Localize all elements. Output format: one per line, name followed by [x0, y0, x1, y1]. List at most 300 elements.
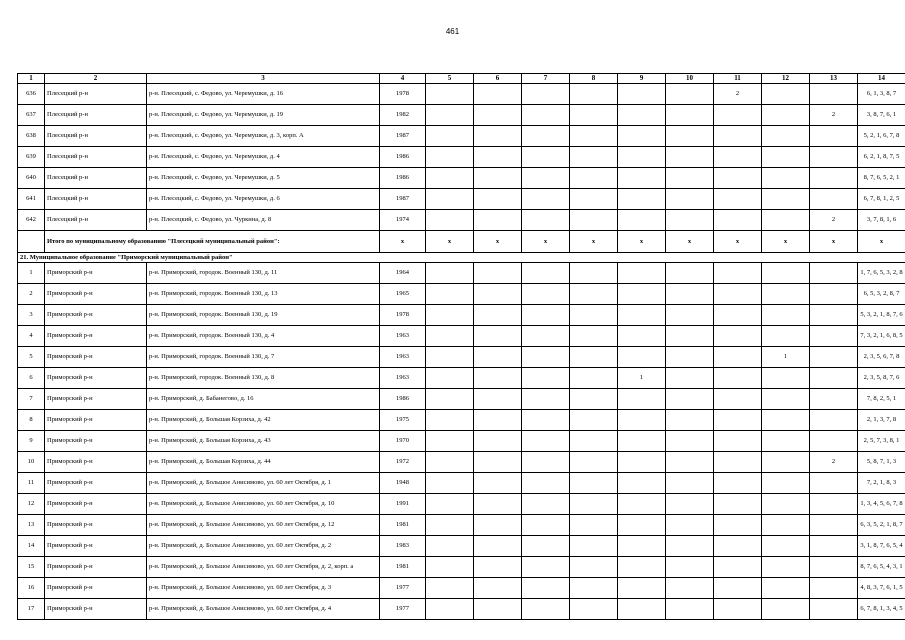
- value-cell: [570, 168, 618, 189]
- value-cell: [522, 410, 570, 431]
- code-cell: 3, 1, 8, 7, 6, 5, 4: [858, 536, 905, 557]
- district-cell: Плесецкий р-н: [45, 147, 147, 168]
- value-cell: [474, 326, 522, 347]
- value-cell: [426, 515, 474, 536]
- address-cell: р-н. Приморский, д. Большое Анисимово, ул. 60 лет Октября, д. 3: [147, 578, 380, 599]
- value-cell: [474, 347, 522, 368]
- table-row: [18, 431, 905, 452]
- table-row: [18, 84, 905, 105]
- row-number: 16: [18, 578, 45, 599]
- value-cell: [570, 578, 618, 599]
- address-cell: р-н. Приморский, городок. Военный 130, д. 4: [147, 326, 380, 347]
- x-cell: x: [618, 231, 666, 253]
- district-cell: Приморский р-н: [45, 452, 147, 473]
- value-cell: [474, 557, 522, 578]
- value-cell: [810, 410, 858, 431]
- value-cell: [618, 536, 666, 557]
- value-cell: [666, 431, 714, 452]
- value-cell: [474, 515, 522, 536]
- value-cell: [762, 368, 810, 389]
- code-cell: 4, 8, 3, 7, 6, 1, 5: [858, 578, 905, 599]
- x-cell: x: [570, 231, 618, 253]
- value-cell: [426, 452, 474, 473]
- row-number: 637: [18, 105, 45, 126]
- address-cell: р-н. Приморский, городок. Военный 130, д. 19: [147, 305, 380, 326]
- value-cell: [762, 210, 810, 231]
- year-cell: 1986: [380, 389, 426, 410]
- value-cell: 1: [618, 368, 666, 389]
- year-cell: 1982: [380, 105, 426, 126]
- address-cell: р-н. Приморский, д. Большая Корзиха, д. 44: [147, 452, 380, 473]
- value-cell: [618, 494, 666, 515]
- value-cell: [714, 557, 762, 578]
- value-cell: [666, 452, 714, 473]
- year-cell: 1987: [380, 189, 426, 210]
- value-cell: [762, 84, 810, 105]
- table-row: [18, 147, 905, 168]
- value-cell: [666, 389, 714, 410]
- value-cell: [714, 410, 762, 431]
- value-cell: [762, 263, 810, 284]
- year-cell: 1977: [380, 599, 426, 620]
- code-cell: 2, 3, 5, 8, 7, 6: [858, 368, 905, 389]
- value-cell: [426, 536, 474, 557]
- code-cell: 2, 5, 7, 3, 8, 1: [858, 431, 905, 452]
- value-cell: [474, 599, 522, 620]
- year-cell: 1977: [380, 578, 426, 599]
- value-cell: [762, 473, 810, 494]
- row-number: 12: [18, 494, 45, 515]
- table-row: [18, 168, 905, 189]
- value-cell: [810, 168, 858, 189]
- x-cell: x: [762, 231, 810, 253]
- district-cell: Приморский р-н: [45, 263, 147, 284]
- value-cell: [426, 284, 474, 305]
- value-cell: [426, 494, 474, 515]
- address-cell: р-н. Приморский, городок. Военный 130, д. 8: [147, 368, 380, 389]
- x-cell: x: [858, 231, 905, 253]
- value-cell: [810, 147, 858, 168]
- year-cell: 1978: [380, 305, 426, 326]
- column-header: 5: [426, 74, 474, 84]
- value-cell: [810, 599, 858, 620]
- district-cell: Плесецкий р-н: [45, 105, 147, 126]
- value-cell: 1: [762, 347, 810, 368]
- x-cell: x: [714, 231, 762, 253]
- value-cell: [714, 578, 762, 599]
- value-cell: [522, 557, 570, 578]
- value-cell: [570, 557, 618, 578]
- value-cell: [666, 210, 714, 231]
- code-cell: 6, 7, 8, 1, 3, 4, 5: [858, 599, 905, 620]
- address-cell: р-н. Приморский, д. Большое Анисимово, ул. 60 лет Октября, д. 2: [147, 536, 380, 557]
- value-cell: [570, 368, 618, 389]
- district-cell: Приморский р-н: [45, 578, 147, 599]
- value-cell: [618, 210, 666, 231]
- value-cell: [426, 347, 474, 368]
- x-cell: x: [426, 231, 474, 253]
- address-cell: р-н. Плесецкий, с. Федово, ул. Черемушки, д. 16: [147, 84, 380, 105]
- value-cell: [810, 347, 858, 368]
- row-number: 1: [18, 263, 45, 284]
- value-cell: [426, 147, 474, 168]
- value-cell: [522, 147, 570, 168]
- value-cell: [762, 105, 810, 126]
- district-cell: Плесецкий р-н: [45, 189, 147, 210]
- value-cell: [666, 84, 714, 105]
- row-number: 638: [18, 126, 45, 147]
- table-row: [18, 284, 905, 305]
- value-cell: [810, 263, 858, 284]
- district-cell: Приморский р-н: [45, 347, 147, 368]
- value-cell: [426, 263, 474, 284]
- table-row: [18, 599, 905, 620]
- value-cell: [666, 305, 714, 326]
- year-cell: 1965: [380, 284, 426, 305]
- section-row: [18, 253, 905, 263]
- value-cell: [522, 473, 570, 494]
- value-cell: [714, 347, 762, 368]
- value-cell: [474, 168, 522, 189]
- value-cell: [714, 494, 762, 515]
- value-cell: [666, 284, 714, 305]
- table-row: [18, 105, 905, 126]
- code-cell: 6, 7, 8, 1, 2, 5: [858, 189, 905, 210]
- value-cell: [570, 347, 618, 368]
- year-cell: 1974: [380, 210, 426, 231]
- value-cell: [570, 305, 618, 326]
- district-cell: Приморский р-н: [45, 431, 147, 452]
- value-cell: [570, 126, 618, 147]
- value-cell: [762, 599, 810, 620]
- empty-cell: [18, 231, 45, 253]
- address-cell: р-н. Приморский, д. Большая Корзиха, д. 42: [147, 410, 380, 431]
- value-cell: [618, 168, 666, 189]
- code-cell: 6, 2, 1, 8, 7, 5: [858, 147, 905, 168]
- value-cell: [570, 452, 618, 473]
- code-cell: 3, 7, 8, 1, 6: [858, 210, 905, 231]
- district-cell: Плесецкий р-н: [45, 210, 147, 231]
- value-cell: [570, 105, 618, 126]
- value-cell: [522, 210, 570, 231]
- code-cell: 8, 7, 6, 5, 4, 3, 1: [858, 557, 905, 578]
- value-cell: [714, 515, 762, 536]
- value-cell: [666, 126, 714, 147]
- x-cell: x: [810, 231, 858, 253]
- value-cell: [522, 452, 570, 473]
- value-cell: [426, 578, 474, 599]
- district-cell: Приморский р-н: [45, 515, 147, 536]
- page-number: 461: [445, 27, 460, 36]
- year-cell: 1987: [380, 126, 426, 147]
- district-cell: Плесецкий р-н: [45, 168, 147, 189]
- value-cell: 2: [810, 452, 858, 473]
- value-cell: [618, 189, 666, 210]
- value-cell: [762, 536, 810, 557]
- year-cell: 1963: [380, 347, 426, 368]
- value-cell: [666, 578, 714, 599]
- row-number: 636: [18, 84, 45, 105]
- value-cell: [618, 578, 666, 599]
- table-row: [18, 557, 905, 578]
- code-cell: 7, 8, 2, 5, 1: [858, 389, 905, 410]
- value-cell: [762, 452, 810, 473]
- value-cell: [426, 389, 474, 410]
- address-cell: р-н. Плесецкий, с. Федово, ул. Чуркина, д. 8: [147, 210, 380, 231]
- value-cell: 2: [810, 210, 858, 231]
- value-cell: [474, 210, 522, 231]
- value-cell: [474, 578, 522, 599]
- value-cell: [570, 599, 618, 620]
- value-cell: [762, 168, 810, 189]
- district-cell: Приморский р-н: [45, 494, 147, 515]
- row-number: 2: [18, 284, 45, 305]
- value-cell: [522, 105, 570, 126]
- column-header-row: [18, 74, 905, 84]
- value-cell: [666, 557, 714, 578]
- value-cell: [762, 284, 810, 305]
- value-cell: [762, 147, 810, 168]
- row-number: 640: [18, 168, 45, 189]
- value-cell: [618, 599, 666, 620]
- table-row: [18, 305, 905, 326]
- row-number: 5: [18, 347, 45, 368]
- value-cell: [762, 557, 810, 578]
- value-cell: [426, 168, 474, 189]
- address-cell: р-н. Приморский, д. Большое Анисимово, ул. 60 лет Октября, д. 2, корп. а: [147, 557, 380, 578]
- value-cell: [810, 515, 858, 536]
- value-cell: [522, 284, 570, 305]
- code-cell: 5, 3, 2, 1, 8, 7, 6: [858, 305, 905, 326]
- row-number: 11: [18, 473, 45, 494]
- value-cell: [522, 494, 570, 515]
- value-cell: [810, 389, 858, 410]
- year-cell: 1986: [380, 147, 426, 168]
- total-label: Итого по муниципальному образованию "Плесецкий муниципальный район":: [45, 231, 380, 253]
- value-cell: [666, 515, 714, 536]
- year-cell: 1981: [380, 515, 426, 536]
- value-cell: 2: [714, 84, 762, 105]
- value-cell: [618, 105, 666, 126]
- value-cell: [522, 515, 570, 536]
- value-cell: [618, 326, 666, 347]
- value-cell: [570, 473, 618, 494]
- value-cell: [522, 263, 570, 284]
- address-cell: р-н. Приморский, д. Большое Анисимово, ул. 60 лет Октября, д. 10: [147, 494, 380, 515]
- year-cell: 1970: [380, 431, 426, 452]
- code-cell: 5, 2, 1, 6, 7, 8: [858, 126, 905, 147]
- table-row: [18, 347, 905, 368]
- column-header: 10: [666, 74, 714, 84]
- value-cell: [810, 284, 858, 305]
- row-number: 9: [18, 431, 45, 452]
- value-cell: [570, 189, 618, 210]
- row-number: 7: [18, 389, 45, 410]
- value-cell: [618, 515, 666, 536]
- table-row: [18, 263, 905, 284]
- value-cell: [618, 284, 666, 305]
- code-cell: 6, 3, 5, 2, 1, 8, 7: [858, 515, 905, 536]
- value-cell: [426, 189, 474, 210]
- value-cell: [714, 389, 762, 410]
- value-cell: [714, 168, 762, 189]
- register-table: [17, 73, 905, 620]
- value-cell: [810, 494, 858, 515]
- code-cell: 8, 7, 6, 5, 2, 1: [858, 168, 905, 189]
- value-cell: [522, 168, 570, 189]
- value-cell: [474, 536, 522, 557]
- value-cell: [714, 284, 762, 305]
- value-cell: [522, 389, 570, 410]
- table-row: [18, 578, 905, 599]
- address-cell: р-н. Приморский, д. Большое Анисимово, ул. 60 лет Октября, д. 12: [147, 515, 380, 536]
- value-cell: [426, 305, 474, 326]
- address-cell: р-н. Приморский, городок. Военный 130, д. 13: [147, 284, 380, 305]
- value-cell: [618, 557, 666, 578]
- value-cell: [618, 126, 666, 147]
- value-cell: [426, 557, 474, 578]
- value-cell: [618, 147, 666, 168]
- value-cell: [570, 84, 618, 105]
- value-cell: [618, 263, 666, 284]
- year-cell: 1978: [380, 84, 426, 105]
- value-cell: [666, 473, 714, 494]
- address-cell: р-н. Приморский, д. Большое Анисимово, ул. 60 лет Октября, д. 4: [147, 599, 380, 620]
- code-cell: 5, 8, 7, 1, 3: [858, 452, 905, 473]
- year-cell: 1991: [380, 494, 426, 515]
- table-row: [18, 473, 905, 494]
- address-cell: р-н. Приморский, д. Большая Корзиха, д. 43: [147, 431, 380, 452]
- value-cell: [666, 147, 714, 168]
- value-cell: [714, 147, 762, 168]
- value-cell: [570, 147, 618, 168]
- code-cell: 2, 3, 5, 6, 7, 8: [858, 347, 905, 368]
- year-cell: 1963: [380, 326, 426, 347]
- value-cell: [570, 410, 618, 431]
- row-number: 10: [18, 452, 45, 473]
- table-row: [18, 326, 905, 347]
- column-header: 7: [522, 74, 570, 84]
- value-cell: [762, 515, 810, 536]
- district-cell: Плесецкий р-н: [45, 126, 147, 147]
- column-header: 12: [762, 74, 810, 84]
- value-cell: [570, 515, 618, 536]
- year-cell: 1948: [380, 473, 426, 494]
- value-cell: [810, 84, 858, 105]
- district-cell: Приморский р-н: [45, 389, 147, 410]
- year-cell: 1983: [380, 536, 426, 557]
- value-cell: [426, 368, 474, 389]
- address-cell: р-н. Плесецкий, с. Федово, ул. Черемушки, д. 19: [147, 105, 380, 126]
- value-cell: [522, 347, 570, 368]
- value-cell: [570, 431, 618, 452]
- value-cell: [762, 305, 810, 326]
- code-cell: 2, 1, 3, 7, 8: [858, 410, 905, 431]
- value-cell: [666, 189, 714, 210]
- value-cell: [426, 431, 474, 452]
- row-number: 8: [18, 410, 45, 431]
- value-cell: [762, 389, 810, 410]
- value-cell: [474, 263, 522, 284]
- value-cell: [426, 126, 474, 147]
- value-cell: [570, 263, 618, 284]
- column-header: 3: [147, 74, 380, 84]
- row-number: 642: [18, 210, 45, 231]
- value-cell: [762, 126, 810, 147]
- value-cell: [810, 473, 858, 494]
- value-cell: [762, 189, 810, 210]
- value-cell: [426, 410, 474, 431]
- row-number: 639: [18, 147, 45, 168]
- address-cell: р-н. Плесецкий, с. Федово, ул. Черемушки, д. 3, корп. А: [147, 126, 380, 147]
- table-row: [18, 494, 905, 515]
- value-cell: [522, 305, 570, 326]
- value-cell: [570, 326, 618, 347]
- value-cell: [618, 452, 666, 473]
- value-cell: [666, 368, 714, 389]
- district-cell: Приморский р-н: [45, 284, 147, 305]
- value-cell: [714, 126, 762, 147]
- value-cell: [474, 368, 522, 389]
- value-cell: [426, 473, 474, 494]
- value-cell: [522, 326, 570, 347]
- value-cell: [522, 599, 570, 620]
- value-cell: [714, 210, 762, 231]
- value-cell: [618, 410, 666, 431]
- value-cell: [810, 536, 858, 557]
- value-cell: [810, 368, 858, 389]
- value-cell: [666, 599, 714, 620]
- table-row: [18, 210, 905, 231]
- value-cell: [810, 578, 858, 599]
- value-cell: [714, 368, 762, 389]
- year-cell: 1981: [380, 557, 426, 578]
- value-cell: [810, 126, 858, 147]
- value-cell: [522, 431, 570, 452]
- year-cell: 1964: [380, 263, 426, 284]
- address-cell: р-н. Приморский, городок. Военный 130, д. 7: [147, 347, 380, 368]
- column-header: 8: [570, 74, 618, 84]
- district-cell: Приморский р-н: [45, 473, 147, 494]
- value-cell: [426, 210, 474, 231]
- column-header: 4: [380, 74, 426, 84]
- code-cell: 7, 2, 1, 8, 3: [858, 473, 905, 494]
- row-number: 641: [18, 189, 45, 210]
- district-cell: Приморский р-н: [45, 326, 147, 347]
- value-cell: [474, 473, 522, 494]
- value-cell: [762, 431, 810, 452]
- row-number: 6: [18, 368, 45, 389]
- value-cell: [522, 126, 570, 147]
- code-cell: 3, 8, 7, 6, 1: [858, 105, 905, 126]
- value-cell: [522, 536, 570, 557]
- value-cell: [522, 578, 570, 599]
- row-number: 13: [18, 515, 45, 536]
- value-cell: [666, 347, 714, 368]
- value-cell: [522, 189, 570, 210]
- value-cell: [714, 189, 762, 210]
- section-title: 21. Муниципальное образование "Приморский муниципальный район": [18, 253, 905, 263]
- value-cell: [474, 305, 522, 326]
- row-number: 14: [18, 536, 45, 557]
- value-cell: [618, 84, 666, 105]
- value-cell: [426, 326, 474, 347]
- value-cell: [762, 494, 810, 515]
- value-cell: [570, 210, 618, 231]
- value-cell: [570, 284, 618, 305]
- value-cell: [666, 410, 714, 431]
- address-cell: р-н. Приморский, д. Большое Анисимово, ул. 60 лет Октября, д. 1: [147, 473, 380, 494]
